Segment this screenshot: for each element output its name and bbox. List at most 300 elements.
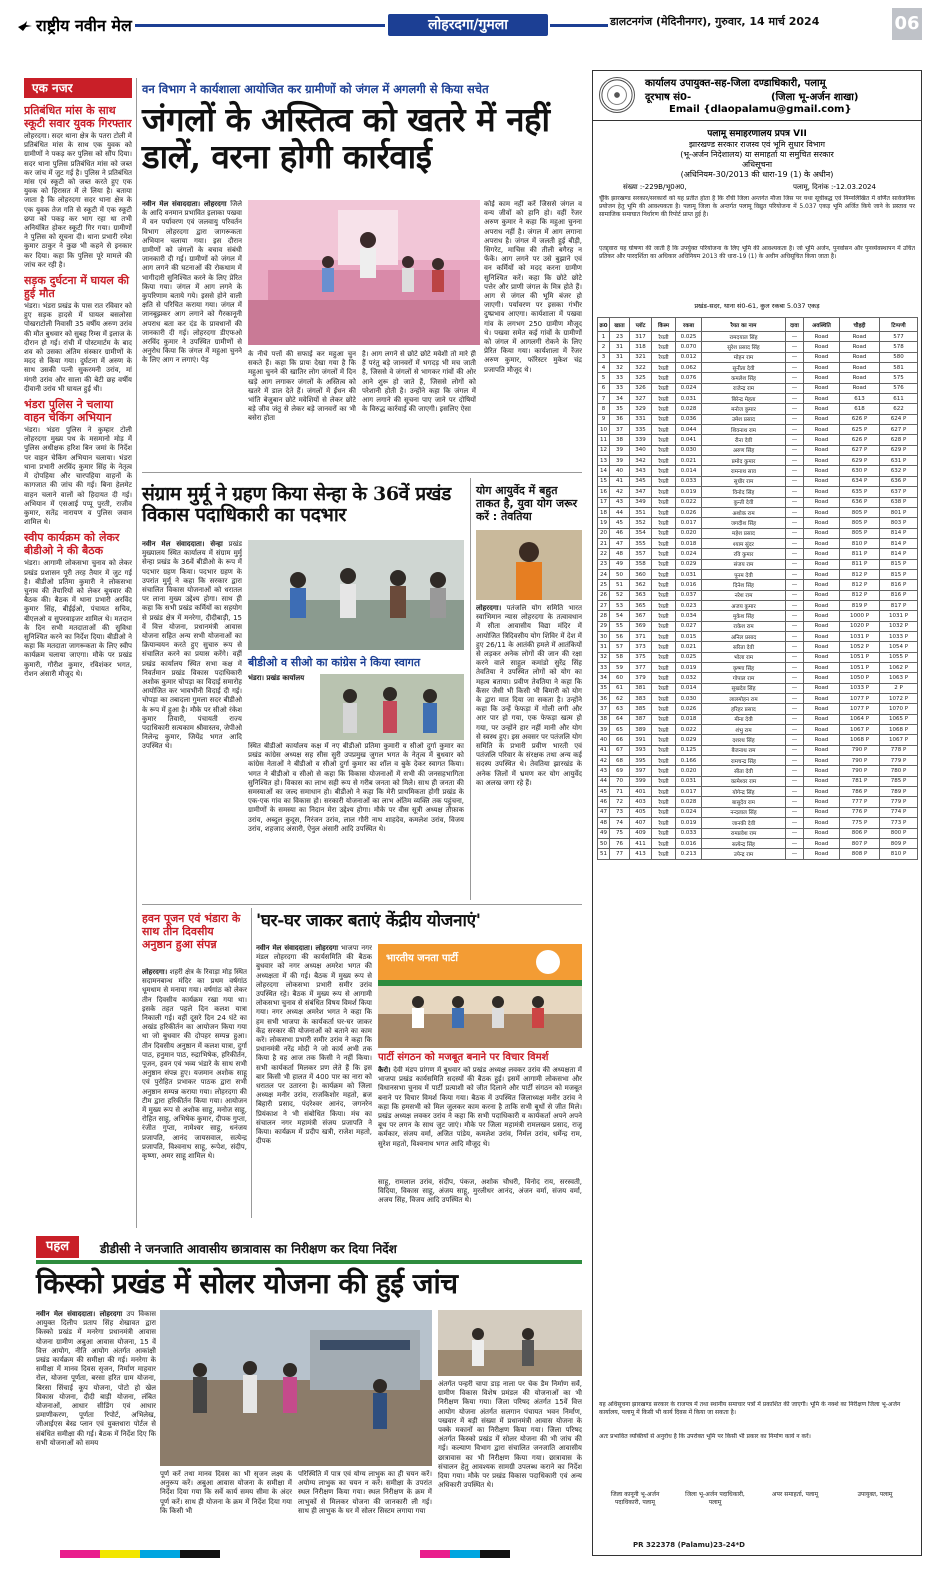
table-row — [598, 694, 918, 704]
table-cell: 1052 P — [840, 642, 880, 652]
brief-body: भंडरा। आगामी लोकसभा चुनाव को लेकर प्रखंड प्रशासन पूरी तरह तैयार में जुट गई है। बीडीओ प्रतिमा कुमारी ने लोकसभा चुनाव की तैयारियों को लेकर बूथवार की बैठक की। बैठक में थाना प्रभारी अरविंद कुमार सिंह, बीईईओ, पंचायत सचिव, बीएलओ व सुपरवाइजर शामिल थे। मतदान के दिन सभी मतदाताओं की सुविधा सुनिश्चित करने का निर्देश दिया। बीडीओ ने कहा कि मतदाता जागरूकता के लिए स्वीप कार्यक्रम चलाया जाएगा। मौके पर प्रखंड कुमारी, गौरीश कुमार, रविशंकर भगत, रोशन अंसारी मौजूद थे। — [24, 559, 132, 678]
table-cell: भोला राम — [702, 652, 786, 662]
table-cell: — — [786, 414, 804, 424]
table-cell: Road — [804, 569, 840, 579]
table-cell: कमलेश सिंह — [702, 373, 786, 383]
table-cell: 0.025 — [676, 332, 702, 342]
table-cell: 806 P — [840, 828, 880, 838]
table-cell: मनोज कुमार — [702, 404, 786, 414]
bjp-headline: 'घर-घर जाकर बताएं केंद्रीय योजनाएं' — [256, 911, 481, 931]
table-cell: 1031 P — [880, 611, 918, 621]
table-cell: 626 P — [840, 414, 880, 424]
column-header: किस्म — [652, 318, 676, 332]
table-cell: Road — [804, 404, 840, 414]
table-cell: 1051 P — [840, 652, 880, 662]
table-cell: 1070 P — [880, 704, 918, 714]
table-cell: 39 — [610, 445, 630, 455]
table-cell: लालमोहन राम — [702, 694, 786, 704]
table-cell: 50 — [610, 569, 630, 579]
table-cell: 0.017 — [676, 787, 702, 797]
table-cell: 43 — [598, 766, 610, 776]
pahal-body-col2: पूर्ण करें तथा मानव दिवस का भी सृजन लक्ष्य के अनुरूप करें। अबुआ आवास योजना के समीक्षा में निर्देश दिया गया कि सर्वे कार्य समय सीमा के अंदर पूर्ण करें। साथ ही योजना के क्रम में निर्देश दिया गया कि किसी भी — [160, 1470, 292, 1515]
table-row — [598, 466, 918, 476]
table-cell: 24 — [598, 569, 610, 579]
table-cell: रैयती — [652, 559, 676, 569]
table-cell: 816 P — [880, 580, 918, 590]
table-cell: 38 — [610, 435, 630, 445]
table-cell: बैजनाथ राम — [702, 745, 786, 755]
table-cell: Road — [804, 466, 840, 476]
table-cell: 48 — [610, 549, 630, 559]
table-cell: 3 — [598, 352, 610, 362]
table-cell: मोहन राम — [702, 352, 786, 362]
table-cell: 0.012 — [676, 352, 702, 362]
table-cell: 816 P — [880, 590, 918, 600]
table-cell: 805 P — [840, 507, 880, 517]
table-cell: — — [786, 497, 804, 507]
table-cell: Road — [804, 559, 840, 569]
table-cell: 2 P — [880, 683, 918, 693]
table-cell: — — [786, 342, 804, 352]
column-header: टिप्पणी — [880, 318, 918, 332]
table-cell: 0.014 — [676, 683, 702, 693]
table-cell: रैयती — [652, 476, 676, 486]
table-cell: — — [786, 404, 804, 414]
table-cell: 801 P — [880, 507, 918, 517]
table-cell: Road — [804, 445, 840, 455]
table-cell: 0.025 — [676, 652, 702, 662]
masthead-rule-left — [135, 24, 385, 27]
brief-headline: सड़क दुर्घटना में घायल की हुई मौत — [24, 274, 129, 301]
table-cell: 365 — [630, 600, 652, 610]
table-cell: 318 — [630, 342, 652, 352]
table-cell: 31 — [610, 352, 630, 362]
table-cell: Road — [840, 383, 880, 393]
table-cell: 7 — [598, 394, 610, 404]
table-cell: संजय राम — [702, 559, 786, 569]
table-cell: 387 — [630, 714, 652, 724]
table-cell: — — [786, 456, 804, 466]
congress-welcome-lead: भंडरा। प्रखंड कार्यालय — [248, 674, 305, 682]
bdo-charge-photo — [248, 540, 464, 650]
table-cell: — — [786, 766, 804, 776]
table-row — [598, 549, 918, 559]
table-cell: 36 — [610, 414, 630, 424]
print-color-bar — [100, 1550, 140, 1558]
print-color-bar — [60, 1550, 100, 1558]
table-cell: 577 — [880, 332, 918, 342]
bdo-headline: संग्राम मुर्मू ने ग्रहण किया सेन्हा के 36वें प्रखंड विकास पदाधिकारी का पदभार — [142, 483, 451, 527]
table-cell: 42 — [610, 487, 630, 497]
table-cell: — — [786, 849, 804, 859]
table-cell: 1067 P — [840, 725, 880, 735]
table-cell: 331 — [630, 414, 652, 424]
table-row — [598, 766, 918, 776]
table-cell: प्रमोद कुमार — [702, 456, 786, 466]
table-row — [598, 456, 918, 466]
table-cell: सीता देवी — [702, 766, 786, 776]
table-cell: रैयती — [652, 487, 676, 497]
table-cell: 635 P — [840, 487, 880, 497]
table-row — [598, 663, 918, 673]
table-cell: पूनम देवी — [702, 569, 786, 579]
bdo-byline: नवीन मेल संवाददाता। सेन्हा — [142, 540, 223, 548]
table-row — [598, 435, 918, 445]
table-cell: रैयती — [652, 394, 676, 404]
bird-logo-icon — [18, 21, 32, 31]
table-cell: रैयती — [652, 456, 676, 466]
table-cell: 59 — [610, 663, 630, 673]
table-cell: 1032 P — [880, 621, 918, 631]
table-cell: 780 P — [880, 766, 918, 776]
table-cell: 17 — [598, 497, 610, 507]
table-cell: 27 — [598, 600, 610, 610]
table-cell: 812 P — [840, 569, 880, 579]
table-cell: कृष्णा सिंह — [702, 663, 786, 673]
table-row — [598, 652, 918, 662]
masthead-rule-right — [550, 24, 608, 27]
notice-branch-line: (जिला भू-अर्जन शाखा) — [771, 92, 859, 103]
column-divider — [136, 78, 137, 1228]
table-cell: Road — [804, 487, 840, 497]
table-cell: 636 P — [880, 476, 918, 486]
hostel-photo — [438, 1310, 582, 1376]
table-cell: 65 — [610, 725, 630, 735]
table-row — [598, 569, 918, 579]
table-cell: — — [786, 828, 804, 838]
lead-byline: नवीन मेल संवाददाता। लोहरदगा — [142, 200, 227, 208]
table-cell: 379 — [630, 673, 652, 683]
table-cell: 578 — [880, 342, 918, 352]
section-divider — [142, 472, 582, 473]
table-cell: — — [786, 538, 804, 548]
table-cell: Road — [804, 776, 840, 786]
table-cell: 0.024 — [676, 383, 702, 393]
table-cell: Road — [804, 631, 840, 641]
table-cell: — — [786, 590, 804, 600]
table-cell: 0.027 — [676, 621, 702, 631]
table-cell: — — [786, 652, 804, 662]
table-cell: — — [786, 621, 804, 631]
table-cell: 62 — [610, 694, 630, 704]
table-cell: Road — [804, 673, 840, 683]
yoga-photo — [476, 530, 582, 600]
table-cell: — — [786, 425, 804, 435]
table-cell: मीना देवी — [702, 714, 786, 724]
table-cell: — — [786, 776, 804, 786]
table-cell: — — [786, 600, 804, 610]
table-cell: 385 — [630, 704, 652, 714]
table-cell: Road — [804, 745, 840, 755]
table-cell: 811 P — [840, 559, 880, 569]
table-cell: 363 — [630, 590, 652, 600]
workshop-photo — [248, 200, 480, 345]
table-cell: रैयती — [652, 642, 676, 652]
table-cell: 47 — [598, 807, 610, 817]
table-cell: 46 — [598, 797, 610, 807]
table-cell: Road — [804, 663, 840, 673]
table-cell: 625 P — [840, 425, 880, 435]
table-cell: अजय कुमार — [702, 600, 786, 610]
table-cell: 352 — [630, 518, 652, 528]
table-cell: 325 — [630, 373, 652, 383]
table-cell: 60 — [610, 673, 630, 683]
table-cell: 0.022 — [676, 497, 702, 507]
table-cell: 74 — [610, 818, 630, 828]
table-cell: Road — [804, 507, 840, 517]
table-cell: 40 — [610, 466, 630, 476]
table-cell: 351 — [630, 507, 652, 517]
table-cell: — — [786, 818, 804, 828]
table-cell: 36 — [598, 694, 610, 704]
table-cell: Road — [804, 352, 840, 362]
table-cell: Road — [804, 642, 840, 652]
signatory: उपायुक्त, पलामू — [857, 1491, 893, 1498]
dateline: डालटनगंज (मेदिनीनगर), गुरुवार, 14 मार्च 2024 — [610, 15, 820, 28]
table-cell: 1063 P — [880, 673, 918, 683]
print-color-bar — [480, 1550, 510, 1558]
table-cell: — — [786, 745, 804, 755]
table-cell: 28 — [598, 611, 610, 621]
table-cell: 21 — [598, 538, 610, 548]
table-cell: 26 — [598, 590, 610, 600]
table-cell: 0.041 — [676, 435, 702, 445]
table-cell: Road — [804, 725, 840, 735]
table-cell: 808 P — [840, 849, 880, 859]
table-cell: 39 — [598, 725, 610, 735]
table-cell: Road — [804, 373, 840, 383]
table-cell: 23 — [598, 559, 610, 569]
table-cell: रैयती — [652, 466, 676, 476]
table-row — [598, 580, 918, 590]
table-cell: 2 — [598, 342, 610, 352]
table-cell: 343 — [630, 466, 652, 476]
table-cell: Road — [804, 580, 840, 590]
pahal-body-col3: परिस्थिति में पात्र एवं योग्य लाभुक का ही चयन करें। अयोग्य लाभुक का चयन न करें। समीक्षा के उपरांत स्थल निरीक्षण किया गया। स्थल निरीक्षण के क्रम में लाभुकों से मिलकर योजना की जानकारी ली गई। साथ ही लाभुक के घर में सोलर सिस्टम लगाया गया — [298, 1470, 432, 1515]
table-cell: Road — [804, 425, 840, 435]
table-cell: Road — [840, 352, 880, 362]
table-row — [598, 745, 918, 755]
table-cell: Road — [804, 714, 840, 724]
table-cell: — — [786, 373, 804, 383]
pahal-body-col4: अंतर्गत पन्हरी चापा डाड़ नाला पर चेक डैम निर्माण सर्वे, ग्रामीण विकास विशेष प्रमंडल की योजनाओं का भी निरीक्षण किया गया। जिला परिषद अंतर्गत 15वें वित्त आयोग योजना अंतर्गत सलगान पंचायत भवन निर्माण, पखवार में बड़ी संख्या में प्रधानमंत्री आवास योजना के पक्के मकानों का निरीक्षण किया गया। जिला परिषद अंतर्गत किस्को प्रखंड में सोलर योजना की भी जांच की गई। कल्याण विभाग द्वारा संचालित जनजाति आवासीय छात्रावास का भी निरीक्षण किया गया। छात्रावास के संचालन हेतु आवश्यक सामग्री उपलब्ध कराने का निर्देश दिया गया। मौके पर प्रखंड विकास पदाधिकारी एवं अन्य अधिकारी उपस्थित थे। — [438, 1380, 582, 1490]
table-row — [598, 787, 918, 797]
table-cell: — — [786, 663, 804, 673]
notice-intro: चूँकि झारखण्ड सरकार/सरकारों को यह प्रतीत होता है कि राँची जिला अन्तर्गत मौजा जिस पर यथा सूचीबद्ध एवं निम्नलिखित में वर्णित सार्वजनिक प्रयोजन हेतु भूमि की आवश्यकता है। पलामू जिला के अन्तर्गत पलामू विद्युत परियोजना में 5.037 एकड़ भूमि अर्जित किये जाने के प्रस्ताव पर सामाजिक समाघात निर्धारण की रिपोर्ट प्राप्त हुई है। — [599, 195, 915, 218]
table-cell: 51 — [610, 580, 630, 590]
table-row — [598, 797, 918, 807]
table-cell: 10 — [598, 425, 610, 435]
left-news-column — [24, 100, 132, 1220]
table-cell: शंभु राम — [702, 725, 786, 735]
table-cell: 35 — [610, 404, 630, 414]
table-cell: सुखदेव सिंह — [702, 683, 786, 693]
table-cell: 326 — [630, 383, 652, 393]
table-cell: 19 — [598, 518, 610, 528]
table-cell: रैयती — [652, 673, 676, 683]
table-cell: 383 — [630, 694, 652, 704]
table-cell: 0.034 — [676, 611, 702, 621]
table-cell: — — [786, 518, 804, 528]
table-cell: 63 — [610, 704, 630, 714]
table-cell: 70 — [610, 776, 630, 786]
table-cell: 25 — [598, 580, 610, 590]
table-cell: 41 — [598, 745, 610, 755]
table-cell: 45 — [598, 787, 610, 797]
hawan-body: लोहरदगा। शहरी क्षेत्र के रिवाड़ा मोड़ स्थित सदामनबान्ध मंदिर का प्रथम वर्षगांठ धूमधाम से मनाया गया। वर्षगांठ को लेकर तीन दिवसीय कार्यक्रम रखा गया था। इसके तहत पहले दिन कलश यात्रा निकाली गई। वहीं दूसरे दिन 24 घंटे का अखंड हरिकीर्तन का आयोजन किया गया था जो बुधवार की दोपहर सम्पन्न हुआ। तीन दिवसीय अनुष्ठान में कलश यात्रा, दुर्गा पाठ, हनुमान पाठ, रुद्राभिषेक, हरिकीर्तन, पूजन, हवन एवं भव्य भंडारे के साथ सभी अनुष्ठान संपन्न हुए। यजमान अशोक साहू एवं पुरोहित प्रभाकर पाठक द्वारा सभी अनुष्ठान सम्पन्न कराया गया। लोहरदगा की टीम द्वारा हरिकीर्तन किया गया। आयोजन में मुख्य रूप से अशोक साहू, मनोज साहू, रोहित साहू, अभिषेक कुमार, दीपक गुप्ता, रंजीत गुप्ता, नामेश्वर साहू, धनंजय प्रजापति, आनंद जायसवाल, सत्येन्द्र प्रजापति, विश्वनाथ साहू, रूपेश, संदीप, कृष्णा, अमर साहू शामिल थे। — [142, 968, 247, 1161]
table-cell: रैयती — [652, 445, 676, 455]
table-cell: 67 — [610, 745, 630, 755]
table-cell: 0.026 — [676, 507, 702, 517]
table-cell: 395 — [630, 756, 652, 766]
table-cell: नरेश राम — [702, 590, 786, 600]
table-cell: 0.020 — [676, 528, 702, 538]
table-cell: 814 P — [880, 538, 918, 548]
table-cell: 0.070 — [676, 342, 702, 352]
table-cell: 43 — [610, 497, 630, 507]
table-cell: — — [786, 352, 804, 362]
table-cell: 33 — [610, 373, 630, 383]
table-cell: रैयती — [652, 373, 676, 383]
table-cell: 0.019 — [676, 663, 702, 673]
table-cell: 0.125 — [676, 745, 702, 755]
table-cell: रैयती — [652, 756, 676, 766]
table-cell: 0.016 — [676, 580, 702, 590]
column-header: दावा — [786, 318, 804, 332]
table-cell: 0.032 — [676, 673, 702, 683]
table-cell: Road — [804, 383, 840, 393]
table-cell: Road — [804, 590, 840, 600]
column-header: खाता — [610, 318, 630, 332]
table-cell: 413 — [630, 849, 652, 859]
table-cell: Road — [804, 838, 840, 848]
table-cell: 0.021 — [676, 456, 702, 466]
table-row — [598, 352, 918, 362]
notice-phone-line: दूरभाष सं0- — [645, 92, 692, 103]
table-cell: 68 — [610, 756, 630, 766]
table-cell: 399 — [630, 776, 652, 786]
table-cell: 0.044 — [676, 425, 702, 435]
table-row — [598, 642, 918, 652]
table-cell: रैयती — [652, 435, 676, 445]
table-cell: रामनाथ साव — [702, 466, 786, 476]
table-cell: 627 P — [840, 445, 880, 455]
table-cell: 627 P — [880, 425, 918, 435]
table-cell: 1077 P — [840, 704, 880, 714]
table-cell: Road — [804, 704, 840, 714]
table-cell: 0.024 — [676, 807, 702, 817]
table-cell: 375 — [630, 652, 652, 662]
table-cell: 32 — [610, 363, 630, 373]
notice-footer: यह अधिसूचना झारखण्ड सरकार के राजपत्र में तथा स्थानीय समाचार पत्रों में प्रकाशित की जाएगी। भूमि के नक्शे का निरीक्षण जिला भू-अर्जन कार्यालय, पलामू में किसी भी कार्य दिवस में किया जा सकता है। — [599, 1401, 901, 1416]
column-header: क्र0 — [598, 318, 610, 332]
table-cell: 12 — [598, 445, 610, 455]
table-cell: 0.019 — [676, 818, 702, 828]
column-header: रकबा — [676, 318, 702, 332]
table-cell: 1051 P — [840, 663, 880, 673]
table-cell: 0.033 — [676, 476, 702, 486]
table-cell: 46 — [610, 528, 630, 538]
table-cell: 810 P — [840, 538, 880, 548]
column-divider — [470, 478, 471, 900]
pahal-tag: पहल — [36, 1236, 79, 1258]
table-cell: शिवनाथ राम — [702, 425, 786, 435]
table-cell: — — [786, 611, 804, 621]
table-cell: — — [786, 569, 804, 579]
table-cell: 0.031 — [676, 394, 702, 404]
table-cell: 778 P — [880, 745, 918, 755]
table-cell: रैयती — [652, 735, 676, 745]
pahal-headline: किस्को प्रखंड में सोलर योजना की हुई जांच — [36, 1267, 458, 1300]
notice-title: पलामू समाहरणालय प्रपत्र VII — [707, 129, 807, 139]
table-cell: 807 P — [840, 838, 880, 848]
table-cell: 71 — [610, 787, 630, 797]
table-cell: 354 — [630, 528, 652, 538]
table-cell: 0.028 — [676, 797, 702, 807]
land-acquisition-notice — [592, 70, 922, 1556]
table-cell: अरुण सिंह — [702, 445, 786, 455]
table-cell: 409 — [630, 828, 652, 838]
table-cell: रीना देवी — [702, 435, 786, 445]
table-row — [598, 518, 918, 528]
table-cell: — — [786, 631, 804, 641]
table-cell: 0.029 — [676, 559, 702, 569]
notice-header — [593, 71, 921, 121]
table-cell: 339 — [630, 435, 652, 445]
table-cell: हरिहर प्रसाद — [702, 704, 786, 714]
table-cell: 789 P — [880, 787, 918, 797]
table-row — [598, 414, 918, 424]
table-cell: रैयती — [652, 745, 676, 755]
table-cell: 9 — [598, 414, 610, 424]
table-cell: 11 — [598, 435, 610, 445]
table-cell: — — [786, 725, 804, 735]
table-cell: उपेन्द्र राम — [702, 849, 786, 859]
table-cell: 0.036 — [676, 414, 702, 424]
notice-directorate: (भू-अर्जन निदेशालय) या समाहर्ता या समुचित सरकार — [680, 150, 834, 159]
table-cell: 0.023 — [676, 600, 702, 610]
table-cell: 812 P — [840, 590, 880, 600]
table-cell: — — [786, 807, 804, 817]
table-cell: 66 — [610, 735, 630, 745]
table-cell: 4 — [598, 363, 610, 373]
table-cell: 358 — [630, 559, 652, 569]
table-row — [598, 383, 918, 393]
table-cell: 814 P — [880, 549, 918, 559]
table-cell: 1068 P — [880, 725, 918, 735]
table-cell: 1033 P — [880, 631, 918, 641]
brief-body: लोहरदगा। सदर थाना क्षेत्र के पतरा टोली में प्रतिबंधित मांस के साथ एक युवक को ग्रामीणों ने पकड़ कर पुलिस को सौंप दिया। सदर थाना पुलिस प्रतिबंधित मांस को जब्त कर जांच में जुट गई है। पुलिस ने प्रतिबंधित मांस एवं स्कूटी को जब्त करते हुए एक युवक को हिरासत में ले लिया है। बताया जाता है कि लोहरदगा सदर थाना क्षेत्र के एक युवक तेज गति से स्कूटी में एक स्कूटी छपा को पकड़ कर भाग रहा था तभी अनियंत्रित होकर स्कूटी गिर गया। ग्रामीणों ने पुलिस को सूचना दी। थाना प्रभारी रमेश कुमार ठाकुर ने कुछ भी कहने से इनकार कर दिया। कहा कि पुलिस पूरे मामले की जांच कर रही है। — [24, 132, 132, 269]
table-cell: 391 — [630, 735, 652, 745]
table-cell: 632 P — [880, 466, 918, 476]
table-cell: Road — [804, 756, 840, 766]
table-cell: Road — [804, 497, 840, 507]
table-cell: 405 — [630, 807, 652, 817]
brief-headline: स्वीप कार्यक्रम को लेकर बीडीओ ने की बैठक — [24, 531, 120, 558]
table-cell: Road — [840, 342, 880, 352]
table-cell: 64 — [610, 714, 630, 724]
table-cell: — — [786, 476, 804, 486]
table-cell: सत्येन्द्र सिंह — [702, 838, 786, 848]
land-schedule-table — [597, 317, 918, 860]
table-cell: — — [786, 487, 804, 497]
solar-inspection-photo — [160, 1310, 432, 1466]
table-cell: 1020 P — [840, 621, 880, 631]
table-cell: 362 — [630, 580, 652, 590]
table-row — [598, 818, 918, 828]
table-cell: रैयती — [652, 518, 676, 528]
table-cell: 790 P — [840, 766, 880, 776]
